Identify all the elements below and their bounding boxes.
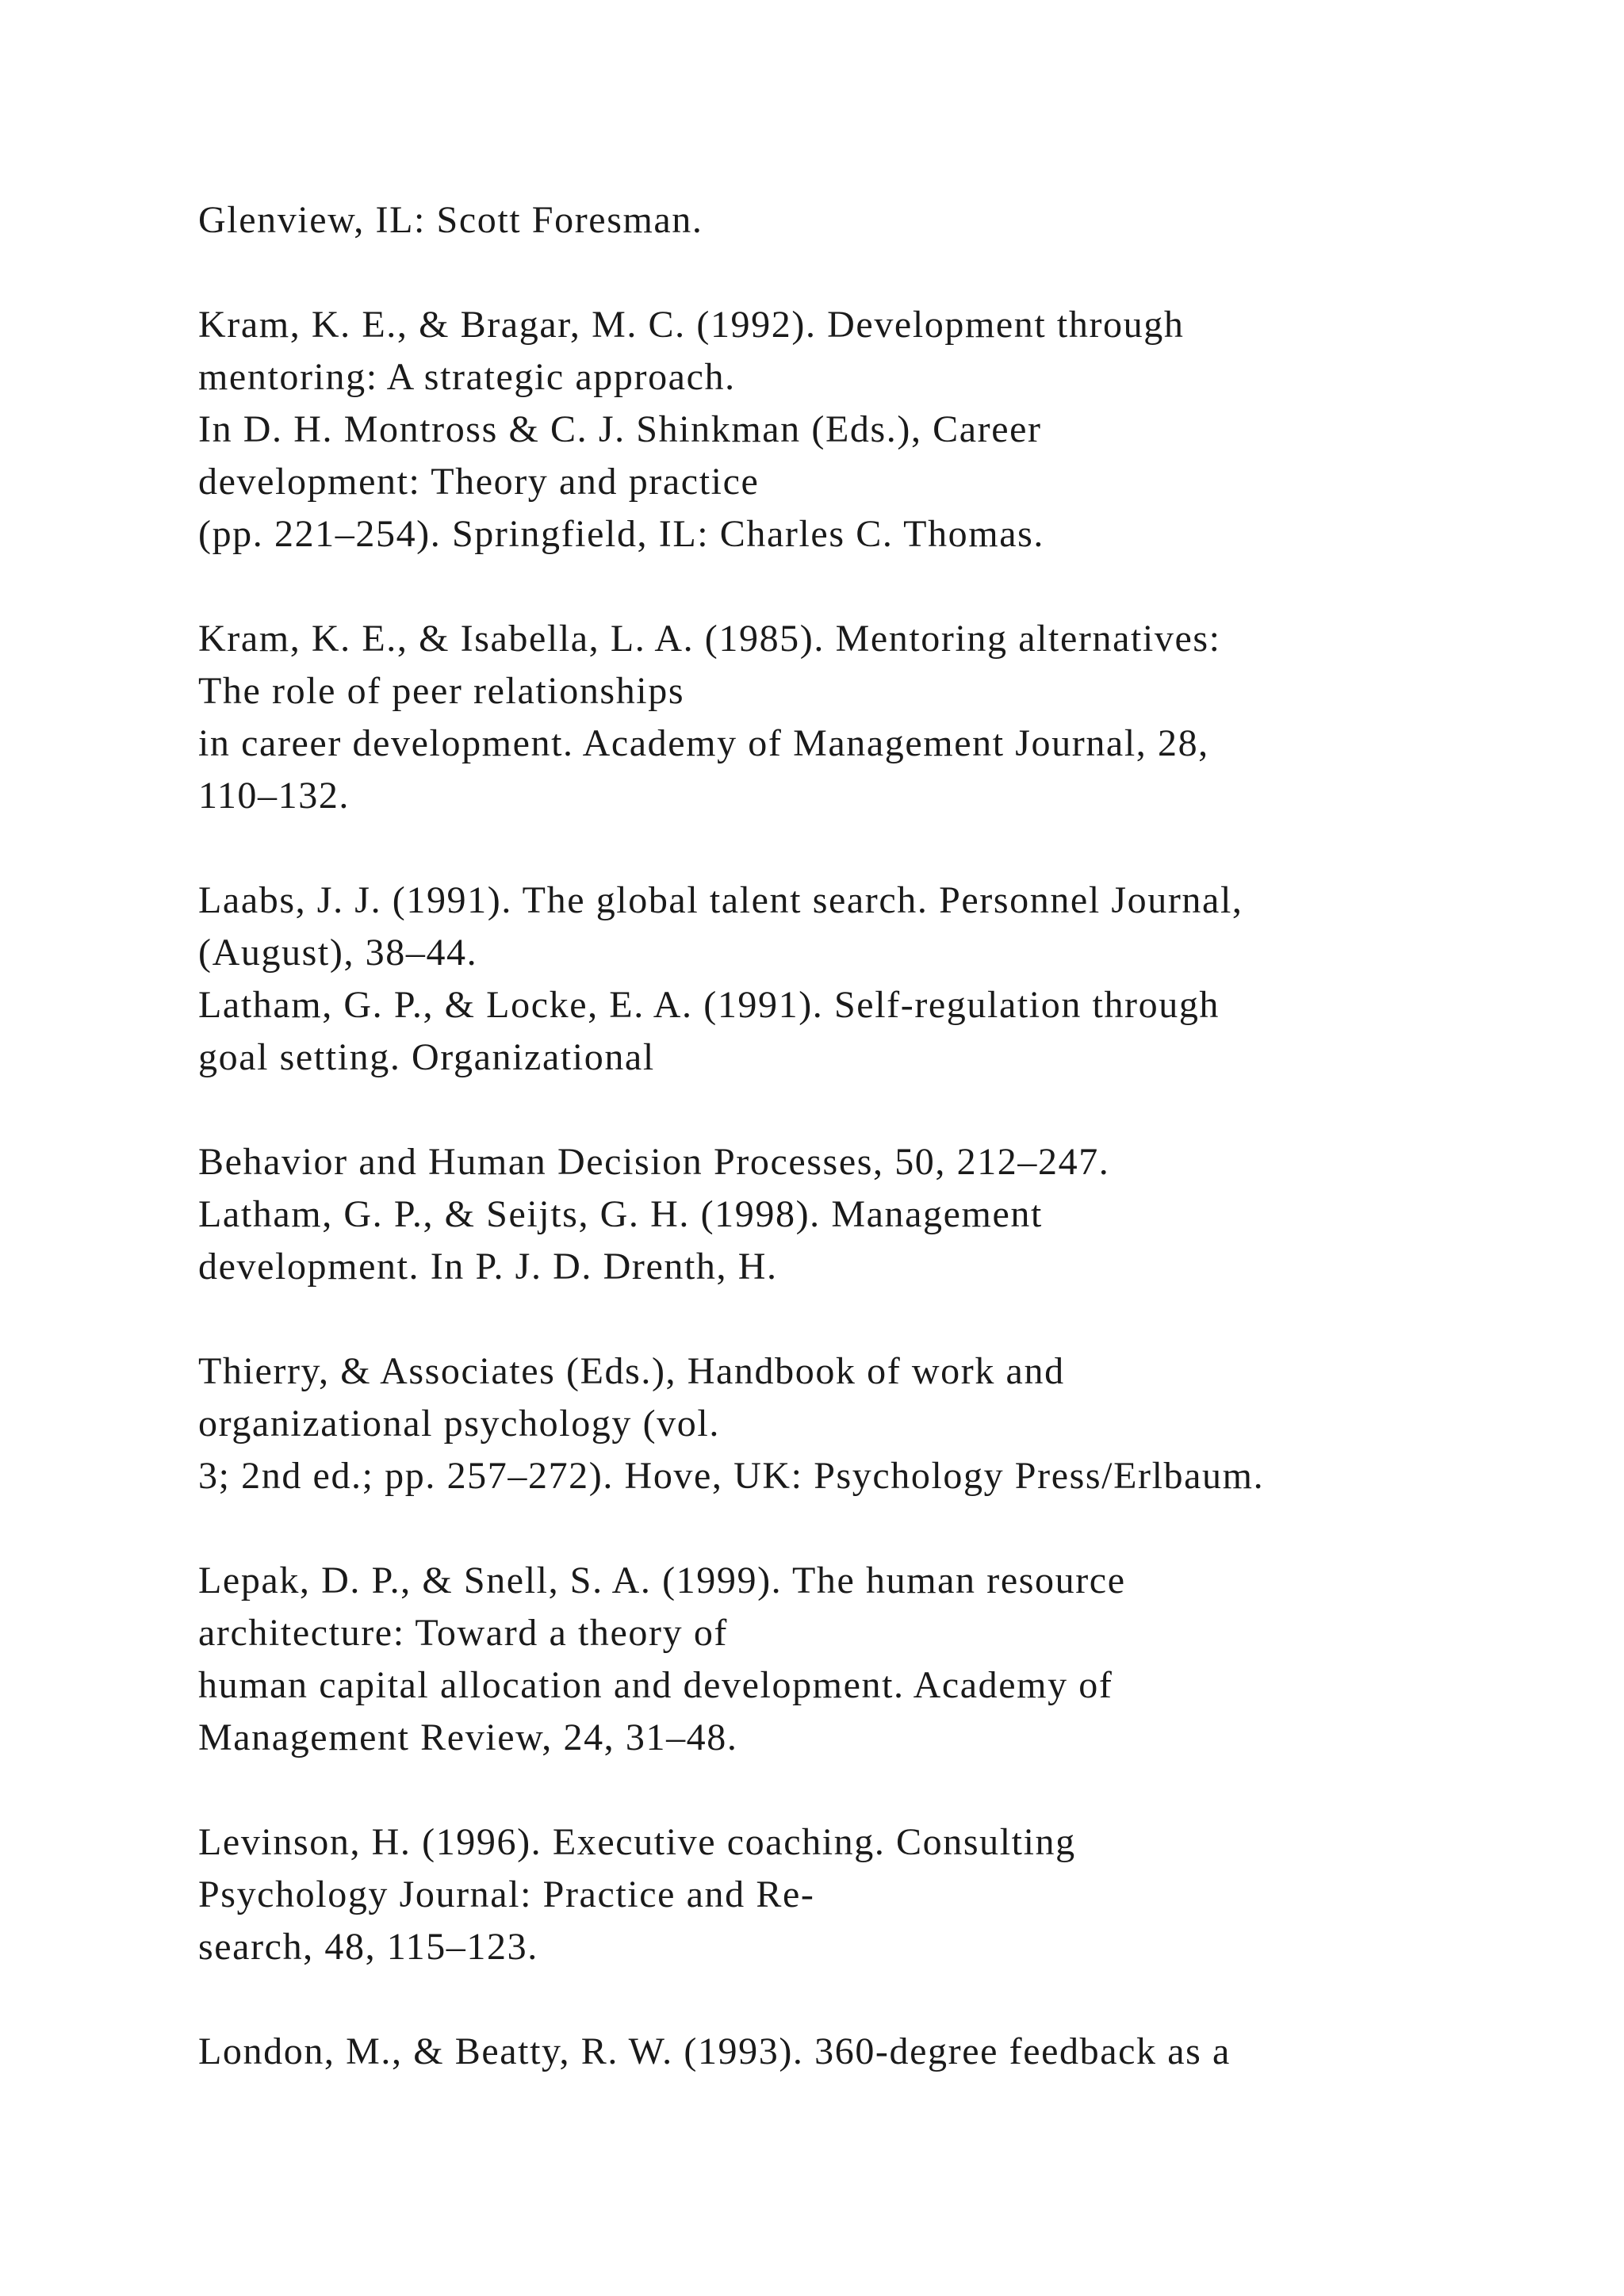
line-36: London, M., & Beatty, R. W. (1993). 360-degree feedback as a (198, 2030, 1231, 2072)
blank-line (198, 822, 1586, 874)
blank-line (198, 561, 1586, 613)
line-24: organizational psychology (vol. (198, 1402, 720, 1445)
blank-line (198, 1502, 1586, 1555)
blank-line (198, 1973, 1586, 2026)
blank-line (198, 1084, 1586, 1136)
document-page (198, 194, 1586, 2078)
line-9: Kram, K. E., & Isabella, L. A. (1985). Mentoring alternatives: (198, 618, 1221, 660)
line-33: Psychology Journal: Practice and Re- (198, 1873, 815, 1915)
line-10: The role of peer relationships (198, 670, 685, 712)
line-21: development. In P. J. D. Drenth, H. (198, 1246, 778, 1288)
line-32: Levinson, H. (1996). Executive coaching. Consulting (198, 1821, 1076, 1863)
line-5: In D. H. Montross & C. J. Shinkman (Eds.), Career (198, 408, 1042, 450)
line-3: Kram, K. E., & Bragar, M. C. (1992). Development through (198, 304, 1185, 346)
line-17: goal setting. Organizational (198, 1036, 655, 1078)
blank-line (198, 1764, 1586, 1816)
line-34: search, 48, 115–123. (198, 1926, 538, 1968)
blank-line (198, 1293, 1586, 1345)
line-7: (pp. 221–254). Springfield, IL: Charles C. Thomas. (198, 513, 1044, 555)
line-14: Laabs, J. J. (1991). The global talent search. Personnel Journal, (198, 879, 1243, 921)
line-28: architecture: Toward a theory of (198, 1612, 729, 1654)
line-12: 110–132. (198, 775, 350, 817)
line-19: Behavior and Human Decision Processes, 50, 212–247. (198, 1141, 1110, 1183)
line-16: Latham, G. P., & Locke, E. A. (1991). Self-regulation through (198, 984, 1220, 1026)
line-20: Latham, G. P., & Seijts, G. H. (1998). Management (198, 1193, 1043, 1235)
line-1: Glenview, IL: Scott Foresman. (198, 199, 703, 241)
line-4: mentoring: A strategic approach. (198, 356, 736, 398)
blank-line (198, 247, 1586, 299)
line-6: development: Theory and practice (198, 461, 760, 503)
line-27: Lepak, D. P., & Snell, S. A. (1999). The human resource (198, 1559, 1126, 1601)
line-23: Thierry, & Associates (Eds.), Handbook of work and (198, 1350, 1065, 1392)
line-11: in career development. Academy of Management Journal, 28, (198, 722, 1209, 764)
line-29: human capital allocation and development. Academy of (198, 1664, 1113, 1706)
line-30: Management Review, 24, 31–48. (198, 1716, 738, 1758)
line-15: (August), 38–44. (198, 932, 478, 974)
line-25: 3; 2nd ed.; pp. 257–272). Hove, UK: Psychology Press/Erlbaum. (198, 1455, 1265, 1497)
